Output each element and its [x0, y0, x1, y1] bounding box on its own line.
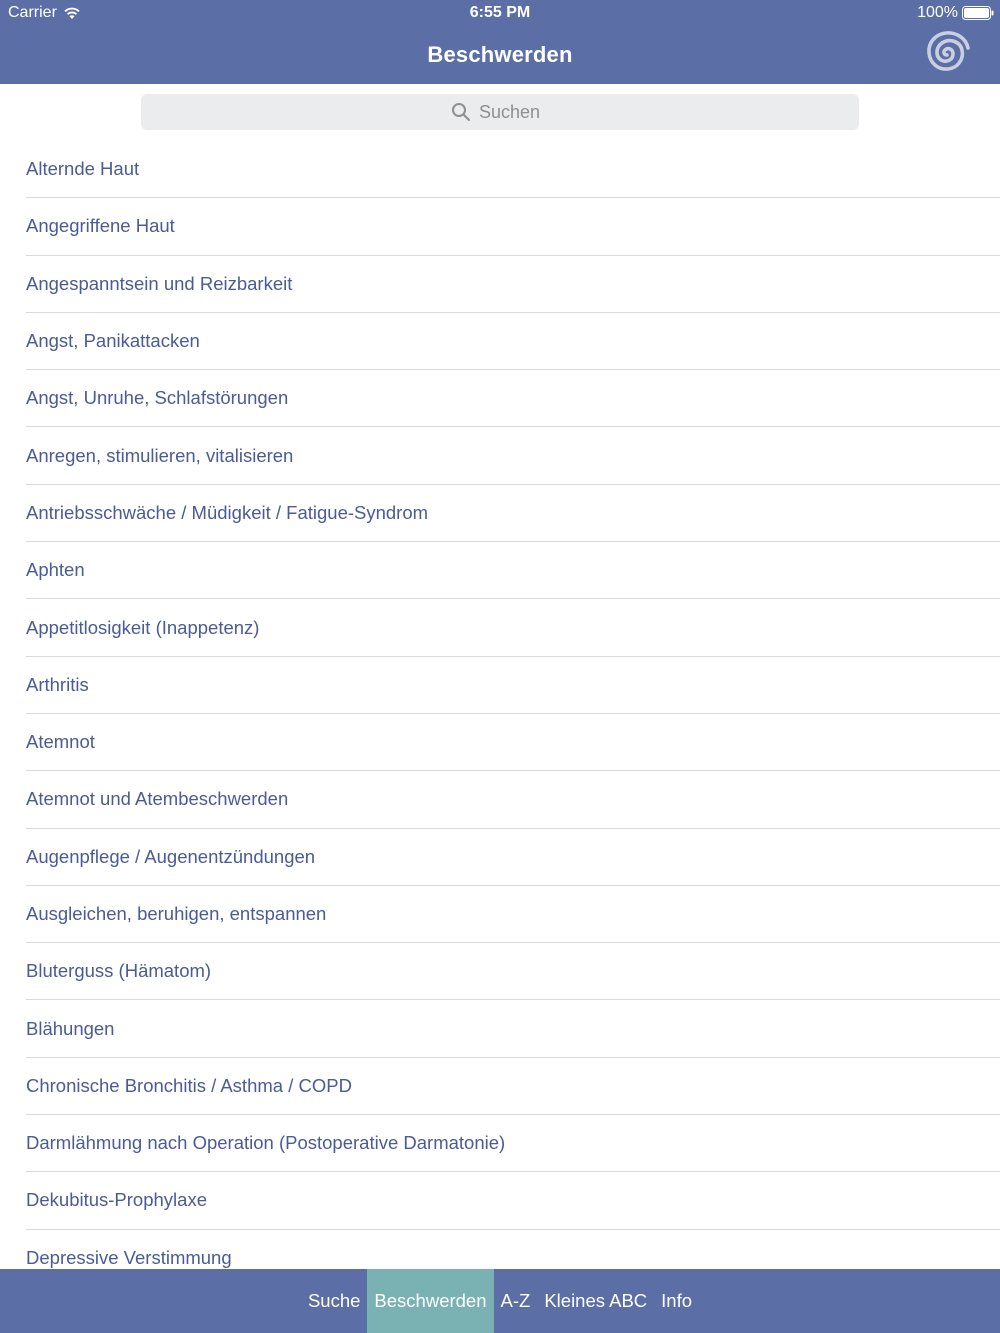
tab-beschwerden[interactable]: Beschwerden: [367, 1269, 493, 1333]
list-item-label: Blähungen: [26, 1017, 115, 1039]
complaints-list: [0, 141, 1000, 1269]
list-item-label: Appetitlosigkeit (Inappetenz): [26, 616, 260, 638]
tab-info[interactable]: Info: [661, 1290, 693, 1311]
list-item-label: Dekubitus-Prophylaxe: [26, 1189, 207, 1211]
list-item[interactable]: [26, 599, 1000, 656]
list-item[interactable]: [26, 657, 1000, 714]
list-item-label: Depressive Verstimmung: [26, 1246, 232, 1268]
list-item-label: Angespanntsein und Reizbarkeit: [26, 272, 293, 294]
list-item-label: Angegriffene Haut: [26, 215, 175, 237]
list-item[interactable]: [26, 771, 1000, 828]
list-item[interactable]: [26, 714, 1000, 771]
list-item-label: Bluterguss (Hämatom): [26, 960, 212, 982]
list-item-label: Antriebsschwäche / Müdigkeit / Fatigue-Syndrom: [26, 501, 429, 523]
carrier-label: Carrier: [8, 4, 57, 21]
list-item[interactable]: [26, 370, 1000, 427]
page-title: Beschwerden: [427, 42, 573, 67]
list-item[interactable]: [26, 829, 1000, 886]
list-item[interactable]: [26, 427, 1000, 484]
search-input[interactable]: [479, 102, 549, 123]
list-item[interactable]: [26, 943, 1000, 1000]
search-area: [0, 84, 1000, 140]
list-item[interactable]: [26, 1230, 1000, 1269]
list-item-label: Atemnot und Atembeschwerden: [26, 788, 289, 810]
list-item-label: Anregen, stimulieren, vitalisieren: [26, 444, 294, 466]
list-item-label: Darmlähmung nach Operation (Postoperative Darmatonie): [26, 1132, 506, 1154]
list-item-label: Atemnot: [26, 731, 95, 753]
list-item[interactable]: [26, 256, 1000, 313]
list-item[interactable]: [26, 1000, 1000, 1057]
list-item-label: Ausgleichen, beruhigen, entspannen: [26, 903, 327, 924]
tab-suche[interactable]: Suche: [307, 1290, 361, 1311]
list-item-label: Arthritis: [26, 673, 89, 695]
list-item[interactable]: [26, 542, 1000, 599]
list-item-label: Augenpflege / Augenentzündungen: [26, 845, 316, 867]
list-item-label: Chronische Bronchitis / Asthma / COPD: [26, 1074, 352, 1096]
list-item-label: Alternde Haut: [26, 158, 140, 180]
list-item[interactable]: [26, 198, 1000, 255]
list-item[interactable]: [26, 141, 1000, 198]
list-item-label: Angst, Unruhe, Schlafstörungen: [26, 387, 289, 409]
search-field[interactable]: [141, 94, 859, 130]
battery-label: 100%: [917, 4, 958, 21]
tab-bar: [0, 1269, 1000, 1333]
list-item[interactable]: [26, 1172, 1000, 1229]
list-item[interactable]: [26, 485, 1000, 542]
list-item-label: Aphten: [26, 559, 85, 581]
header: [0, 0, 1000, 84]
list-item[interactable]: [26, 313, 1000, 370]
tab-a-z[interactable]: A-Z: [500, 1290, 531, 1311]
battery-icon: [962, 6, 994, 20]
search-icon: [451, 102, 471, 122]
list-item[interactable]: [26, 1115, 1000, 1172]
list-item-label: Angst, Panikattacken: [26, 330, 200, 352]
list-item[interactable]: [26, 1058, 1000, 1115]
status-bar: [0, 0, 1000, 28]
list-item[interactable]: [26, 886, 1000, 943]
battery-area: [917, 4, 994, 22]
tab-kleines-abc[interactable]: Kleines ABC: [544, 1290, 648, 1311]
spiral-logo-icon[interactable]: [922, 28, 972, 80]
status-time: 6:55 PM: [469, 4, 531, 21]
